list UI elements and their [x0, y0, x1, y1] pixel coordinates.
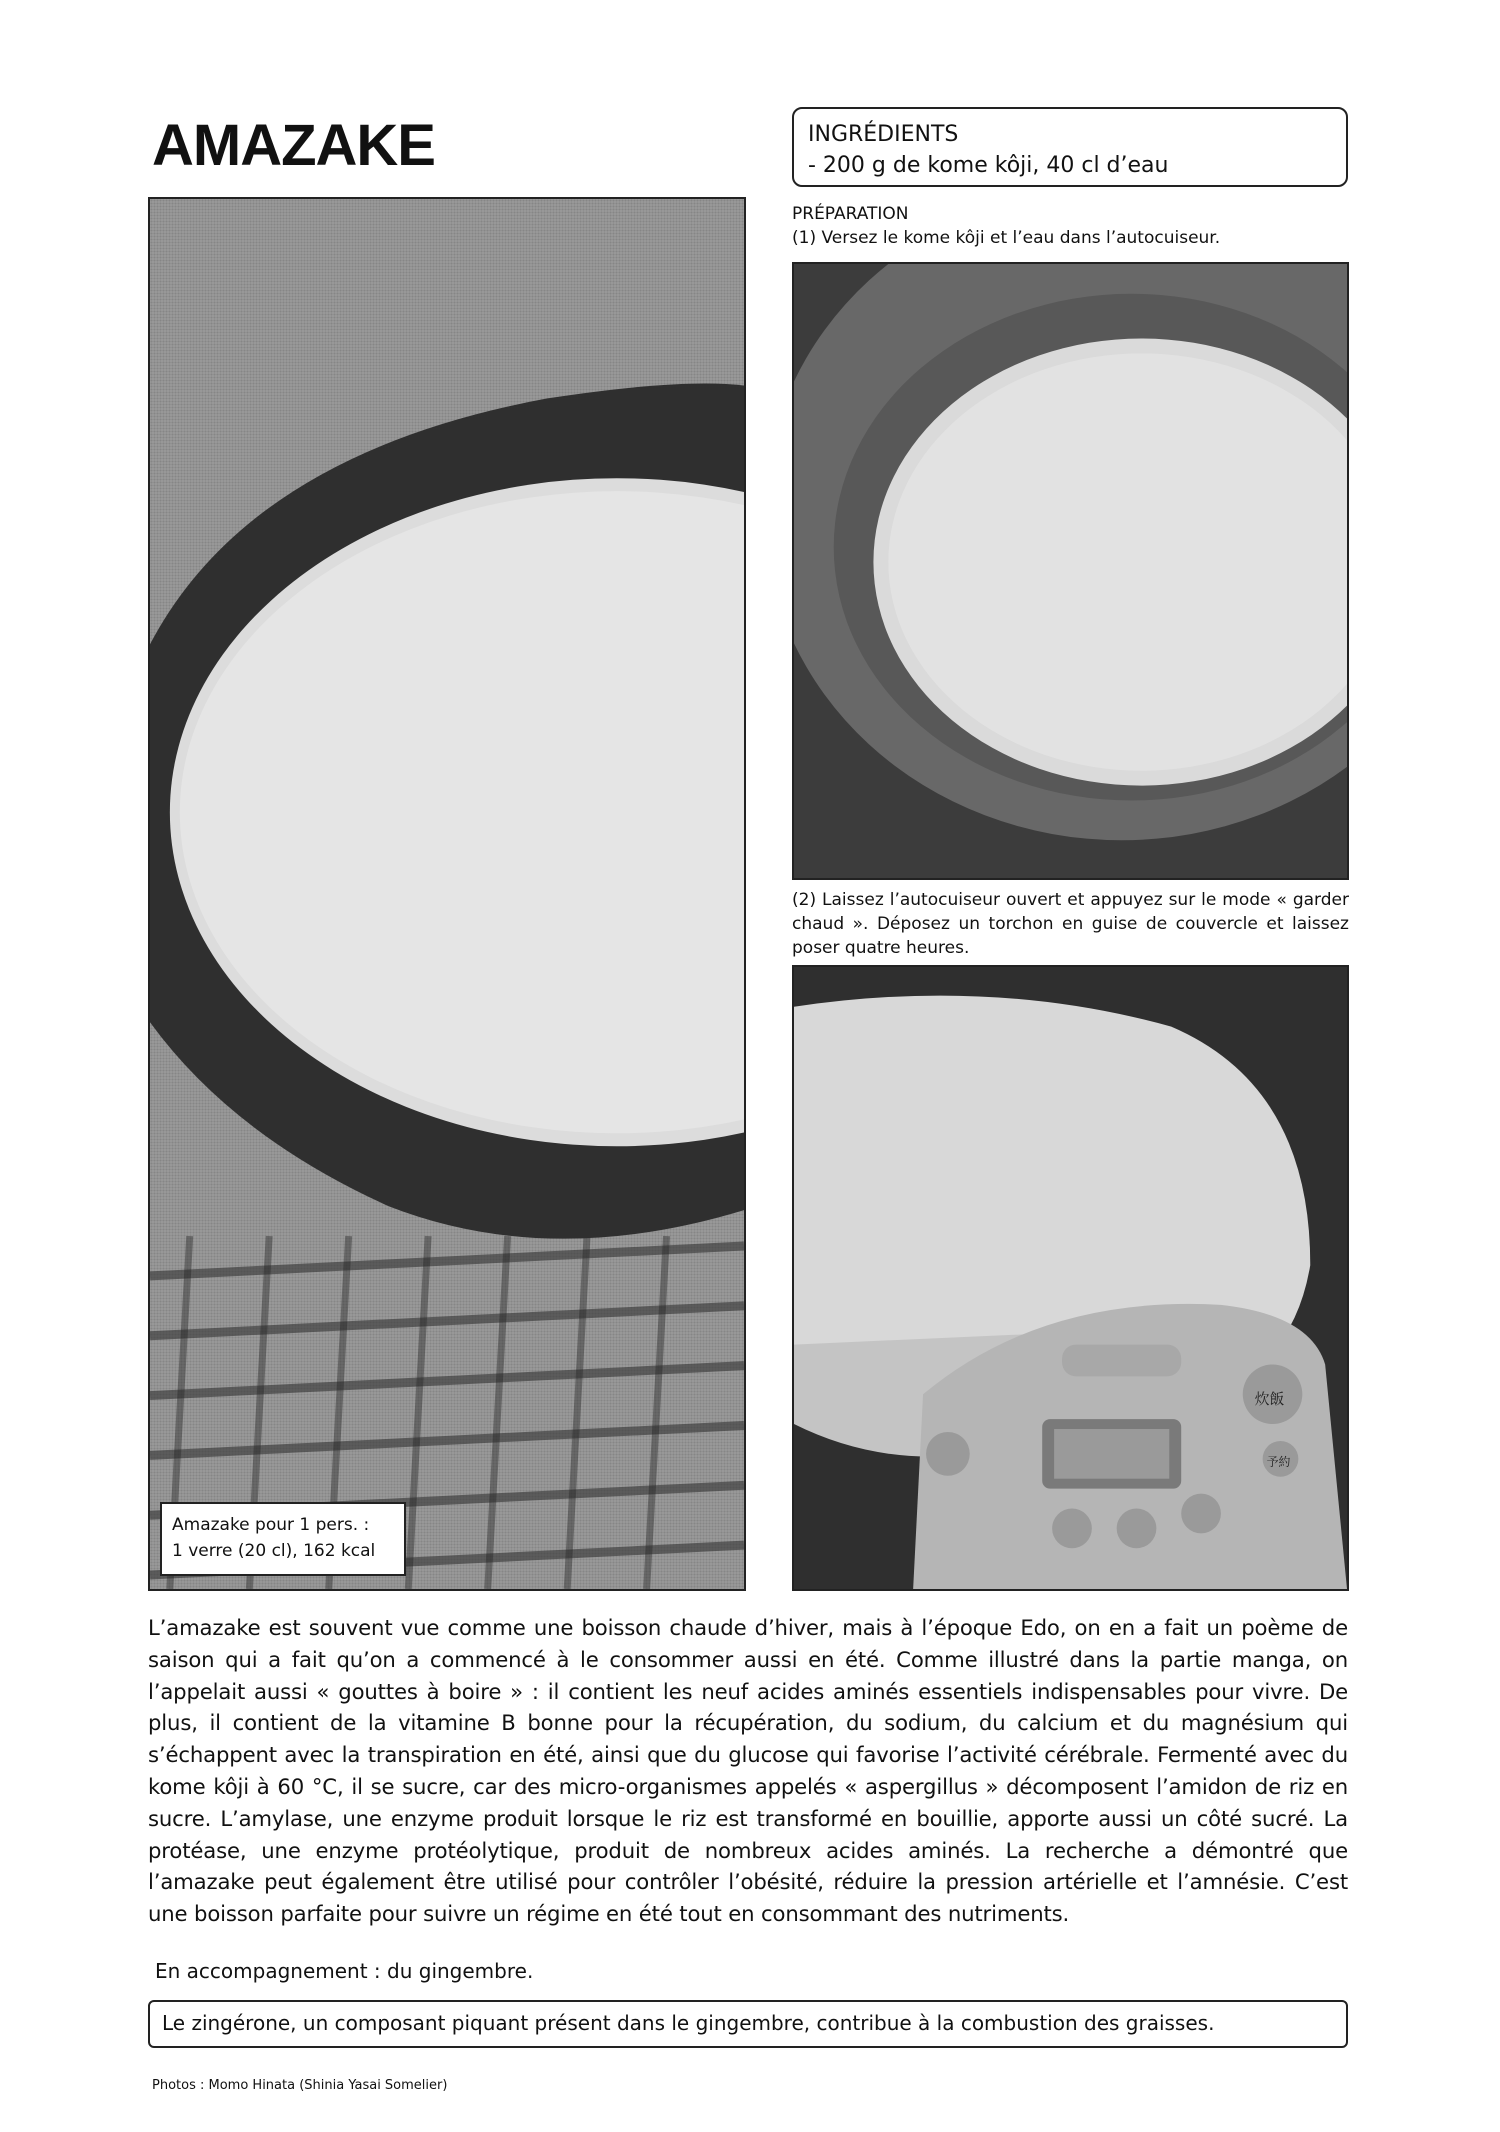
serving-line-1: Amazake pour 1 pers. : [172, 1515, 370, 1535]
serving-line-2: 1 verre (20 cl), 162 kcal [172, 1541, 376, 1561]
preparation-step-1: (1) Versez le kome kôji et l’eau dans l’autocuiseur. [792, 228, 1221, 248]
tip-box [148, 2000, 1348, 2048]
body-paragraph: L’amazake est souvent vue comme une boisson chaude d’hiver, mais à l’époque Edo, on en a fait un poème de saison qui a fait qu’on a commencé à le consommer aussi en été. Comme illustré dans la partie manga, on l’appelait aussi « gouttes à boire » : il contient les neuf acides aminés essentiels indispensables pour vivre. De plus, il contient de la vitamine B bonne pour la récupération, du sodium, du calcium et du magnésium qui s’échappent avec la transpiration en été, ainsi que du glucose qui favorise l’activité cérébrale. Fermenté avec du kome kôji à 60 °C, il se sucre, car des micro-organismes appelés « aspergillus » décomposent l’amidon de riz en sucre. L’amylase, une enzyme produit lorsque le riz est transformé en bouillie, apporte aussi un côté sucré. La protéase, une enzyme protéolytique, produit de nombreux acides aminés. La recherche a démontré que l’amazake peut également être utilisé pour contrôler l’obésité, réduire la pression artérielle et l’amnésie. C’est une boisson parfaite pour suivre un régime en été tout en consommant des nutriments. [148, 1615, 1348, 1927]
cook-button-label: 炊飯 [1254, 1390, 1285, 1409]
recipe-title: AMAZAKE [152, 113, 435, 178]
preparation-heading: PRÉPARATION [792, 204, 909, 224]
accompaniment-note: En accompagnement : du gingembre. [155, 1959, 534, 1983]
step1-photo [792, 262, 1349, 880]
rice-cooker-towel-illustration [794, 967, 1347, 1589]
ingredients-box [792, 107, 1348, 187]
preparation-step-2: (2) Laissez l’autocuiseur ouvert et appuyez sur le mode « garder chaud ». Déposez un torchon en guise de couvercle et laissez poser quatre heures. [792, 890, 1349, 958]
cooker-bowl-illustration [794, 264, 1347, 878]
amazake-bowl-photo [148, 197, 746, 1591]
photo-credits: Photos : Momo Hinata (Shinia Yasai Somelier) [152, 2078, 448, 2093]
amazake-bowl-illustration [150, 199, 744, 1589]
timer-button-label: 予約 [1266, 1454, 1291, 1469]
serving-info-box [160, 1502, 406, 1576]
step2-photo [792, 965, 1349, 1591]
tip-text: Le zingérone, un composant piquant présent dans le gingembre, contribue à la combustion des graisses. [162, 2011, 1215, 2035]
ingredients-item: - 200 g de kome kôji, 40 cl d’eau [808, 153, 1169, 178]
ingredients-heading: INGRÉDIENTS [808, 122, 959, 147]
